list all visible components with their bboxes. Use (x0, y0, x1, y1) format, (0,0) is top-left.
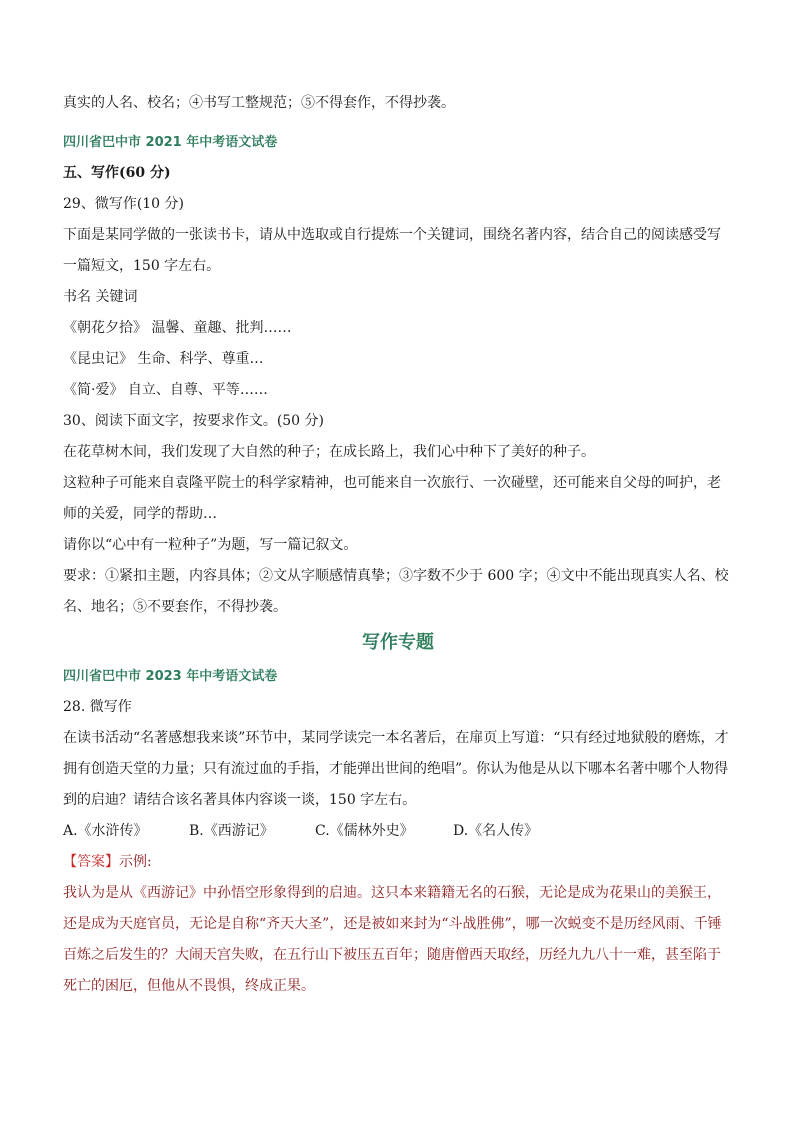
answer-intro: 示例: (119, 854, 152, 870)
answer-label-line (63, 847, 733, 878)
option-d: D.《名人传》 (453, 823, 539, 839)
question-29-body: 下面是某同学做的一张读书卡，请从中选取或自行提炼一个关键词，围绕名著内容，结合自己的阅读感受写一篇短文，150 字左右。 (63, 227, 721, 274)
section-title: 写作专题 (362, 632, 434, 653)
exam-source-2021: 四川省巴中市 2021 年中考语文试卷 (63, 135, 278, 150)
question-28-body: 在读书活动“名著感想我来谈”环节中，某同学读完一本名著后，在扉页上写道：“只有经过地狱般的磨炼，才拥有创造天堂的力量；只有流过血的手指，才能弹出世间的绝唱”。你认为他是从以下哪本名著中哪个人物得到的启迪？请结合该名著具体内容谈一谈，150 字左右。 (63, 730, 729, 808)
requirement-continuation: 真实的人名、校名；④书写工整规范；⑤不得套作，不得抄袭。 (63, 95, 455, 111)
section-heading-writing: 五、写作(60 分) (63, 165, 171, 181)
option-b: B.《西游记》 (189, 823, 274, 839)
question-30-paragraph: 请你以“心中有一粒种子”为题，写一篇记叙文。 (63, 537, 358, 553)
answer-options (63, 816, 733, 847)
document-page (63, 88, 733, 1002)
question-30-requirements: 要求：①紧扣主题，内容具体；②文从字顺感情真挚；③字数不少于 600 字；④文中不能出现真实人名、校名、地名；⑤不要套作，不得抄袭。 (63, 568, 729, 615)
question-29-title: 29、微写作(10 分) (63, 196, 185, 212)
question-30-paragraph: 这粒种子可能来自袁隆平院士的科学家精神，也可能来自一次旅行、一次碰壁，还可能来自父母的呵护，老师的关爱，同学的帮助… (63, 475, 721, 522)
reading-card-row: 《简·爱》 自立、自尊、平等…… (63, 382, 268, 398)
exam-source-2023: 四川省巴中市 2023 年中考语文试卷 (63, 669, 278, 684)
question-30-paragraph: 在花草树木间，我们发现了大自然的种子；在成长路上，我们心中种下了美好的种子。 (63, 444, 595, 460)
question-28-title: 28. 微写作 (63, 699, 132, 715)
option-a: A.《水浒传》 (63, 823, 148, 839)
reading-card-row: 《朝花夕拾》 温馨、童趣、批判…… (63, 320, 292, 336)
reading-card-row: 《昆虫记》 生命、科学、尊重… (63, 351, 264, 367)
answer-body: 我认为是从《西游记》中孙悟空形象得到的启迪。这只本来籍籍无名的石猴，无论是成为花果山的美猴王，还是成为天庭官员，无论是自称“齐天大圣”，还是被如来封为“斗战胜佛”，哪一次蜕变不是历经风雨、千锤百炼之后发生的？大闹天宫失败，在五行山下被压五百年；随唐僧西天取经，历经九九八十一难，甚至陷于死亡的困厄，但他从不畏惧，终成正果。 (63, 885, 722, 994)
answer-tag: 【答案】 (63, 854, 119, 870)
question-30-title: 30、阅读下面文字，按要求作文。(50 分) (63, 413, 325, 429)
reading-card-header: 书名 关键词 (63, 289, 138, 305)
option-c: C.《儒林外史》 (315, 823, 414, 839)
